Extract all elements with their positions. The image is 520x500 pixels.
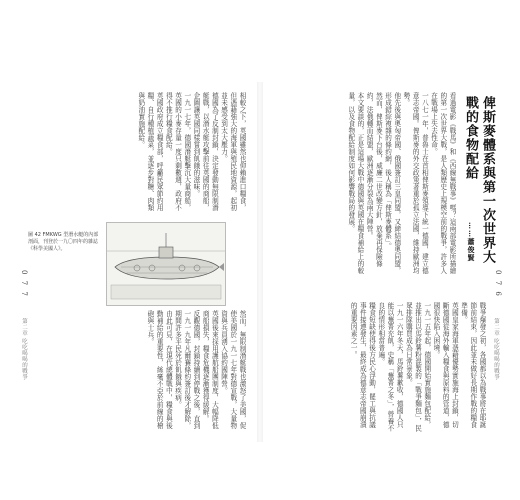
page-number: 0 7 7 bbox=[20, 270, 28, 298]
chapter-author: ……蕭俊賢 bbox=[467, 222, 476, 262]
paragraph: 由此可見，在現代總體戰中，糧食與後勤補給的重要性，絲毫不亞於前線的槍砲與士兵。 bbox=[145, 310, 173, 429]
left-page bbox=[14, 82, 258, 442]
paragraph: 一九一五年起，德國開始實施麵包配給，並推出以馬鈴薯粉混製的「戰爭麵包」，民眾排隊購買成為日常景象。 bbox=[404, 302, 431, 432]
left-page-top-text bbox=[28, 92, 246, 216]
running-head: 第二章 吃吃喝喝的戰爭 bbox=[21, 318, 27, 381]
submarine-illustration bbox=[106, 222, 226, 306]
paragraph: 一八七一年，普魯士在首相俾斯麥領導下統一德國，建立德意志帝國。俾斯麥的外交政策著重於孤立法國，維持歐洲均勢。 bbox=[401, 92, 429, 274]
right-page bbox=[262, 82, 506, 442]
figure-caption: 圖 42 FMKWG 型潛水艇的內部剖面，刊登於一九〇四年的雜誌《科學美國人》。 bbox=[28, 232, 99, 252]
paragraph: 然而，俾斯麥下台後，威廉二世改變方針，放棄再保險條約，法俄轉而結盟，歐洲逐漸分裂為兩大陣營。 bbox=[365, 92, 383, 267]
book-spread bbox=[14, 82, 506, 442]
submarine-icon bbox=[107, 223, 225, 305]
paragraph: 他先後與奧匈帝國、俄國簽訂三皇同盟，又締結德奧同盟，形成錯綜複雜的條約網，後人稱為「俾斯麥體系」。 bbox=[383, 92, 401, 274]
paragraph: 反觀德國，封鎖持續到停戰之後，直到一九一九年凡爾賽條約簽訂後才解除，期間許多平民死於飢餓與疾病。 bbox=[173, 310, 200, 429]
chapter-title: 俾斯麥體系與第一次世界大戰的食物配給 bbox=[463, 96, 495, 264]
paragraph: 英國後來採用護航船團制度，大幅降低商船損失，糧食危機逐漸獲得緩解。 bbox=[201, 310, 219, 429]
running-head: 第二章 吃吃喝喝的戰爭 bbox=[493, 318, 499, 381]
paragraph: 一九一七年，德國潛艇擊沉大量商船，英國的小麥存量一度只剩數週，政府不得不推行糧食配給。 bbox=[164, 92, 191, 211]
paragraph: 本文要談的，正是這場大戰中德國與英國在糧食補給上的較量，以及食物配給制度如何影響戰局的發展。 bbox=[346, 92, 364, 274]
page-number: 0 7 6 bbox=[494, 270, 502, 298]
paragraph: 一九一六年冬天，馬鈴薯歉收，德國人只能以蕪菁充飢，史稱「蕪菁之冬」，營養不良的情形相當普遍。 bbox=[376, 302, 404, 432]
paragraph: 英國政府成立糧食部，呼籲民眾節約用糧、自行種植蔬菜，並逐步對糖、肉類與奶油實施配給。 bbox=[136, 92, 164, 211]
right-page-bottom-text bbox=[274, 302, 486, 432]
right-page-top-text bbox=[286, 92, 456, 278]
paragraph: 相較之下，英國雖然也仰賴進口糧食，但憑藉強大的海軍與殖民地資源，起初並未感受到太大壓力。 bbox=[219, 92, 246, 211]
paragraph: 糧食短缺使得後方民心浮動，罷工與抗議事件接連發生，最終成為德意志帝國崩潰的重要因素之一。 bbox=[349, 302, 376, 428]
paragraph: 戰爭爆發之初，各國都以為戰事將在耶誕節前結束，因此並未做好長期作戰的糧食準備。 bbox=[459, 302, 486, 428]
left-page-bottom-text bbox=[38, 310, 246, 434]
paragraph: 德國為了反制封鎖，決定發動無限制潛艇戰，以潛水艇攻擊前往英國的商船，企圖讓英國同樣嘗到飢餓的滋味。 bbox=[191, 92, 219, 211]
paragraph: 英國皇家海軍憑藉優勢實施海上封鎖，切斷德國從海外輸入糧食與原料的管道，德國很快陷入困境。 bbox=[431, 302, 459, 428]
paragraph: 看過電影《戰馬》和《西線無戰事》嗎？這兩部電影所描繪的第一次世界大戰，是人類歷史上規模空前的戰爭，許多人在戰場上失去性命。 bbox=[429, 92, 456, 274]
paragraph: 然而，無限制潛艇戰也激怒了美國，促使美國於一九一七年對德宣戰，大量物資與兵員湧入協約國陣營。 bbox=[219, 310, 246, 429]
